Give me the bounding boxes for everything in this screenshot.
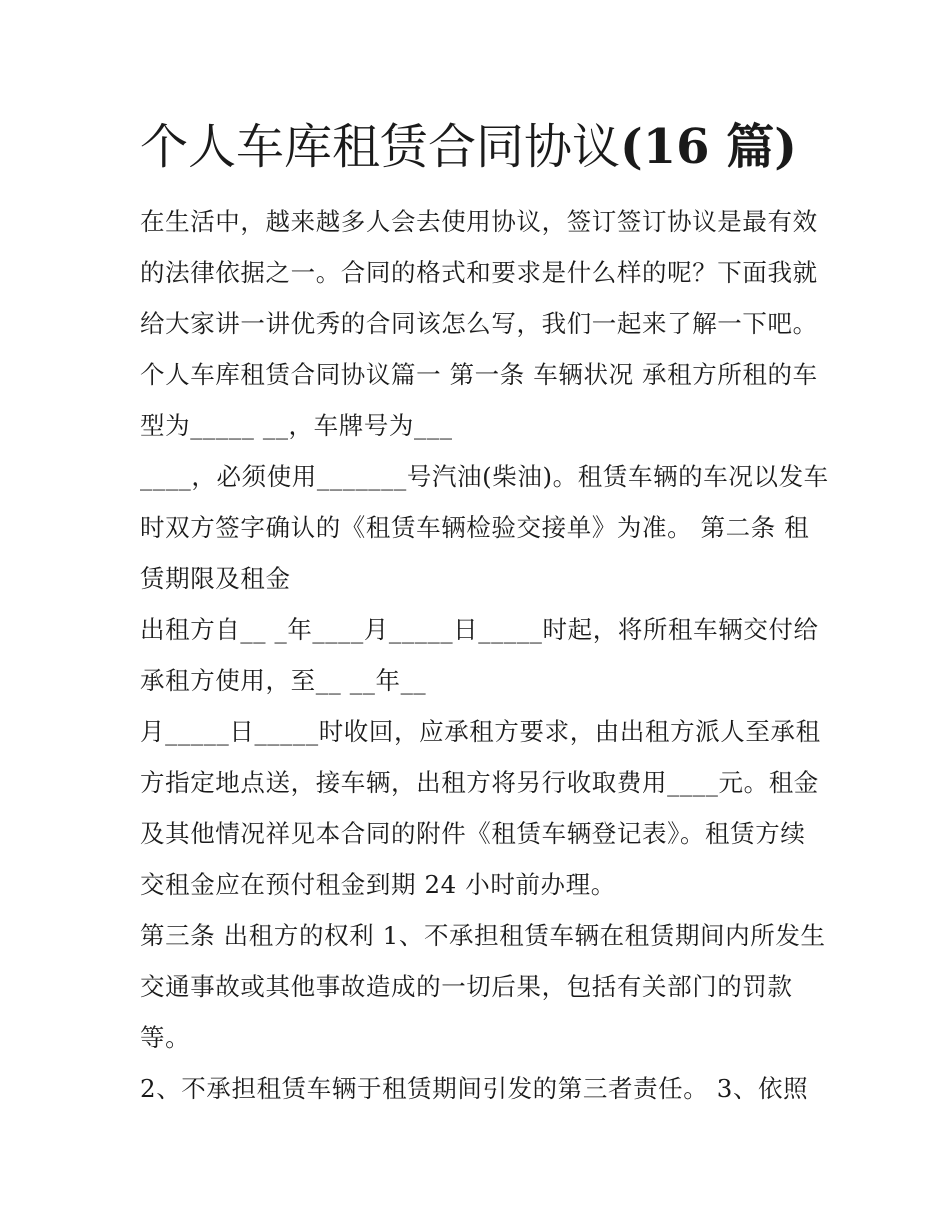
body-line: 第三条 出租方的权利 1、不承担租赁车辆在租赁期间内所发生 <box>140 921 826 950</box>
body-line: 型为_____ __，车牌号为___ <box>140 411 453 440</box>
body-line: 在生活中，越来越多人会去使用协议，签订签订协议是最有效 <box>140 207 818 236</box>
title-text: 个人车库租赁合同协议 <box>140 119 621 175</box>
body-line: 交租金应在预付租金到期 24 小时前办理。 <box>140 870 616 899</box>
body-line: 出租方自__ _年____月_____日_____时起，将所租车辆交付给 <box>140 615 819 644</box>
body-line: 方指定地点送，接车辆，出租方将另行收取费用____元。租金 <box>140 768 819 797</box>
body-line: ____，必须使用_______号汽油(柴油)。租赁车辆的车况以发车 <box>140 462 829 491</box>
body-line: 月_____日_____时收回，应承租方要求，由出租方派人至承租 <box>140 717 821 746</box>
body-line: 等。 <box>140 1023 191 1052</box>
body-line: 及其他情况祥见本合同的附件《租赁车辆登记表》。租赁方续 <box>140 819 806 848</box>
body-line: 时双方签字确认的《租赁车辆检验交接单》为准。 第二条 租 <box>140 513 810 542</box>
body-line: 的法律依据之一。合同的格式和要求是什么样的呢？下面我就 <box>140 258 818 287</box>
body-line: 承租方使用，至__ __年__ <box>140 666 427 695</box>
body-line: 个人车库租赁合同协议篇一 第一条 车辆状况 承租方所租的车 <box>140 360 818 389</box>
body-line: 赁期限及租金 <box>140 564 291 593</box>
body-line: 给大家讲一讲优秀的合同该怎么写，我们一起来了解一下吧。 <box>140 309 818 338</box>
document-title <box>140 112 900 182</box>
body-line: 交通事故或其他事故造成的一切后果，包括有关部门的罚款 <box>140 972 793 1001</box>
body-line: 2、不承担租赁车辆于租赁期间引发的第三者责任。 3、依照 <box>140 1074 809 1103</box>
title-count: (16 篇) <box>620 119 797 175</box>
